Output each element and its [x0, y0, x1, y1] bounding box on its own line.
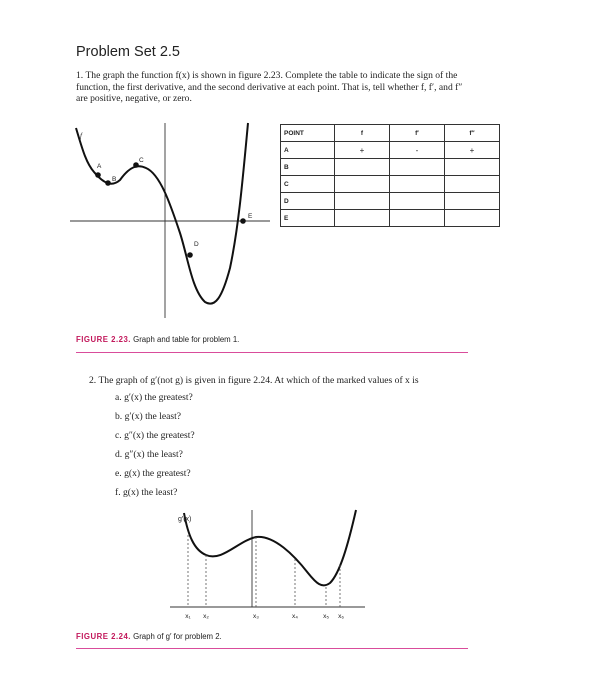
cell-f[interactable] — [335, 210, 390, 227]
point-b — [105, 180, 111, 186]
header-f: f — [335, 125, 390, 142]
point-c — [133, 162, 139, 168]
x6-label: x₆ — [338, 613, 344, 620]
point-e-label: E — [248, 213, 253, 220]
cell-f-double-prime[interactable] — [445, 159, 500, 176]
subpart-text: g′(x) the greatest? — [124, 392, 193, 403]
cell-f-prime[interactable]: - — [390, 142, 445, 159]
subpart-letter: f. — [115, 487, 121, 498]
f-axis-label: f — [80, 132, 82, 140]
subpart-text: g(x) the least? — [123, 487, 178, 498]
point-d — [187, 252, 193, 258]
subpart-text: g″(x) the greatest? — [124, 430, 195, 441]
point-c-label: C — [139, 157, 144, 164]
problem-2-text — [89, 375, 509, 387]
subpart-d — [115, 449, 183, 460]
subpart-text: g″(x) the least? — [124, 449, 183, 460]
point-a — [95, 172, 101, 178]
subpart-letter: e. — [115, 468, 122, 479]
figure-2-23-caption — [76, 335, 239, 344]
subpart-a — [115, 392, 193, 403]
cell-f-double-prime[interactable]: + — [445, 142, 500, 159]
figure-2-24-caption — [76, 632, 222, 641]
problem-2-body: The graph of g′(not g) is given in figure 2.24. At which of the marked values of x is — [98, 375, 419, 386]
page-title: Problem Set 2.5 — [76, 44, 180, 60]
g-prime-axis-label: g′(x) — [178, 516, 192, 523]
subpart-letter: b. — [115, 411, 123, 422]
point-d-label: D — [194, 241, 199, 248]
sign-table — [280, 124, 500, 227]
subpart-e — [115, 468, 191, 479]
guide-lines — [188, 535, 340, 607]
row-point-label: B — [281, 159, 335, 176]
caption-rule — [76, 352, 468, 353]
cell-f[interactable] — [335, 159, 390, 176]
cell-f[interactable]: + — [335, 142, 390, 159]
cell-f-prime[interactable] — [390, 176, 445, 193]
table-row — [281, 176, 500, 193]
subpart-text: g′(x) the least? — [124, 411, 182, 422]
cell-f-prime[interactable] — [390, 159, 445, 176]
problem-1-body: The graph the function f(x) is shown in figure 2.23. Complete the table to indicate the sign of the function, the first derivative, and the second derivative at each point. That is, tell whether f, f′, and f″ are positive, negative, or zero. — [76, 70, 463, 104]
x4-label: x₄ — [292, 613, 298, 620]
subpart-f — [115, 487, 177, 498]
cell-f-double-prime[interactable] — [445, 176, 500, 193]
caption-label: FIGURE 2.23. — [76, 335, 131, 344]
f-curve — [76, 123, 248, 304]
subpart-letter: c. — [115, 430, 122, 441]
row-point-label: D — [281, 193, 335, 210]
problem-1-number: 1. — [76, 70, 84, 81]
table-header-row — [281, 125, 500, 142]
figure-2-23-graph — [70, 118, 275, 323]
row-point-label: E — [281, 210, 335, 227]
problem-1-text — [76, 70, 476, 105]
point-a-label: A — [97, 163, 102, 170]
row-point-label: C — [281, 176, 335, 193]
subpart-letter: a. — [115, 392, 122, 403]
cell-f-double-prime[interactable] — [445, 193, 500, 210]
table-row — [281, 193, 500, 210]
cell-f-double-prime[interactable] — [445, 210, 500, 227]
caption-text: Graph of g′ for problem 2. — [133, 632, 222, 641]
cell-f-prime[interactable] — [390, 210, 445, 227]
cell-f[interactable] — [335, 193, 390, 210]
table-row — [281, 210, 500, 227]
x2-label: x₂ — [203, 613, 209, 620]
subpart-text: g(x) the greatest? — [124, 468, 191, 479]
row-point-label: A — [281, 142, 335, 159]
cell-f-prime[interactable] — [390, 193, 445, 210]
table-row — [281, 142, 500, 159]
subpart-letter: d. — [115, 449, 123, 460]
caption-rule — [76, 648, 468, 649]
x3-label: x₃ — [253, 613, 259, 620]
figure-2-24-graph — [170, 505, 370, 625]
caption-label: FIGURE 2.24. — [76, 632, 131, 641]
point-e — [240, 218, 246, 224]
problem-2-number: 2. — [89, 375, 97, 386]
x1-label: x₁ — [185, 613, 191, 620]
header-f-prime: f′ — [390, 125, 445, 142]
subpart-c — [115, 430, 195, 441]
table-row — [281, 159, 500, 176]
subpart-b — [115, 411, 181, 422]
header-point: POINT — [281, 125, 335, 142]
x5-label: x₅ — [323, 613, 329, 620]
caption-text: Graph and table for problem 1. — [133, 335, 240, 344]
header-f-double-prime: f″ — [445, 125, 500, 142]
g-prime-curve — [184, 510, 356, 585]
cell-f[interactable] — [335, 176, 390, 193]
point-b-label: B — [112, 176, 117, 183]
